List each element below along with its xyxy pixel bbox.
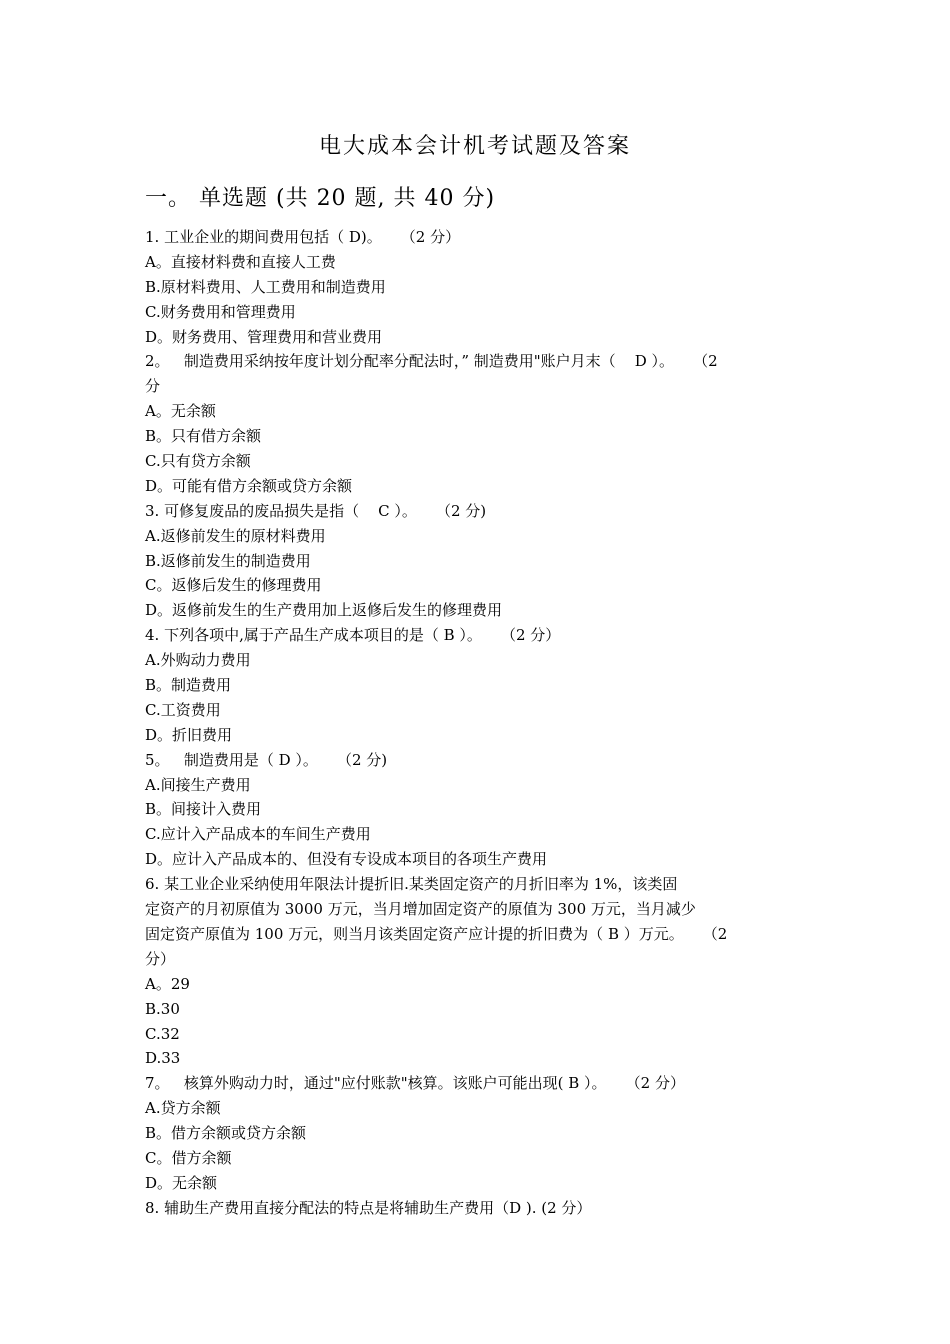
text-line: D。无余额 [145, 1173, 218, 1192]
text-line: A。直接材料费和直接人工费 [145, 252, 336, 271]
text-line: C.只有贷方余额 [145, 452, 251, 471]
text-line: 3. 可修复废品的废品损失是指（ C ）。 （2 分) [145, 501, 487, 520]
text-line: 1. 工业企业的期间费用包括（ D)。 （2 分） [145, 228, 461, 246]
text-line: D。折旧费用 [145, 725, 233, 744]
text-line: C。返修后发生的修理费用 [145, 576, 322, 595]
question-list [145, 225, 815, 1221]
text-line: A.间接生产费用 [145, 775, 251, 794]
text-line: 8. 辅助生产费用直接分配法的特点是将辅助生产费用（D ). (2 分） [145, 1198, 592, 1217]
document-title: 电大成本会计机考试题及答案 [318, 134, 631, 159]
text-line: C.工资费用 [145, 700, 221, 719]
text-line: 5。 制造费用是（ D ）。 （2 分) [145, 750, 388, 769]
text-line: B。只有借方余额 [145, 427, 262, 446]
text-line: B.原材料费用、人工费用和制造费用 [145, 277, 386, 296]
text-line: 定资产的月初原值为 3000 万元，当月增加固定资产的原值为 300 万元，当月减少 [145, 900, 696, 919]
text-line: D。返修前发生的生产费用加上返修后发生的修理费用 [145, 601, 503, 620]
text-line: C。借方余额 [145, 1148, 232, 1167]
text-line: B。间接计入费用 [145, 800, 262, 819]
text-line: A.外购动力费用 [145, 651, 251, 670]
text-line: C.32 [145, 1024, 180, 1043]
text-line: A.返修前发生的原材料费用 [145, 526, 326, 545]
text-line: A。无余额 [145, 402, 216, 421]
text-line: 分） [145, 949, 176, 968]
text-line: B.返修前发生的制造费用 [145, 551, 311, 570]
text-line: 4. 下列各项中,属于产品生产成本项目的是（ B ）。 （2 分） [145, 626, 561, 645]
text-line: 6. 某工业企业采纳使用年限法计提折旧.某类固定资产的月折旧率为 1%，该类固 [145, 875, 678, 894]
text-line: B。制造费用 [145, 676, 232, 695]
text-line: A.贷方余额 [145, 1099, 221, 1118]
text-line: D。财务费用、管理费用和营业费用 [145, 327, 383, 346]
text-line: 7。 核算外购动力时，通过"应付账款"核算。该账户可能出现( B ）。 （2 分） [145, 1074, 685, 1093]
text-line: C.财务费用和管理费用 [145, 302, 296, 321]
text-line: B.30 [145, 999, 180, 1018]
text-line: D。应计入产品成本的、但没有专设成本项目的各项生产费用 [145, 850, 548, 869]
text-line: 固定资产原值为 100 万元，则当月该类固定资产应计提的折旧费为（ B ）万元。 （2 [145, 924, 728, 943]
text-line: 分 [145, 377, 161, 396]
text-line: D.33 [145, 1049, 181, 1068]
text-line: 2。 制造费用采纳按年度计划分配率分配法时，” 制造费用"账户月末（ D ）。 （2 [145, 352, 718, 371]
text-line: A。29 [145, 974, 190, 993]
section-heading: 一。 单选题 (共 20 题, 共 40 分) [145, 186, 496, 211]
text-line: C.应计入产品成本的车间生产费用 [145, 825, 371, 844]
text-line: D。可能有借方余额或贷方余额 [145, 476, 353, 495]
text-line: B。借方余额或贷方余额 [145, 1124, 307, 1143]
